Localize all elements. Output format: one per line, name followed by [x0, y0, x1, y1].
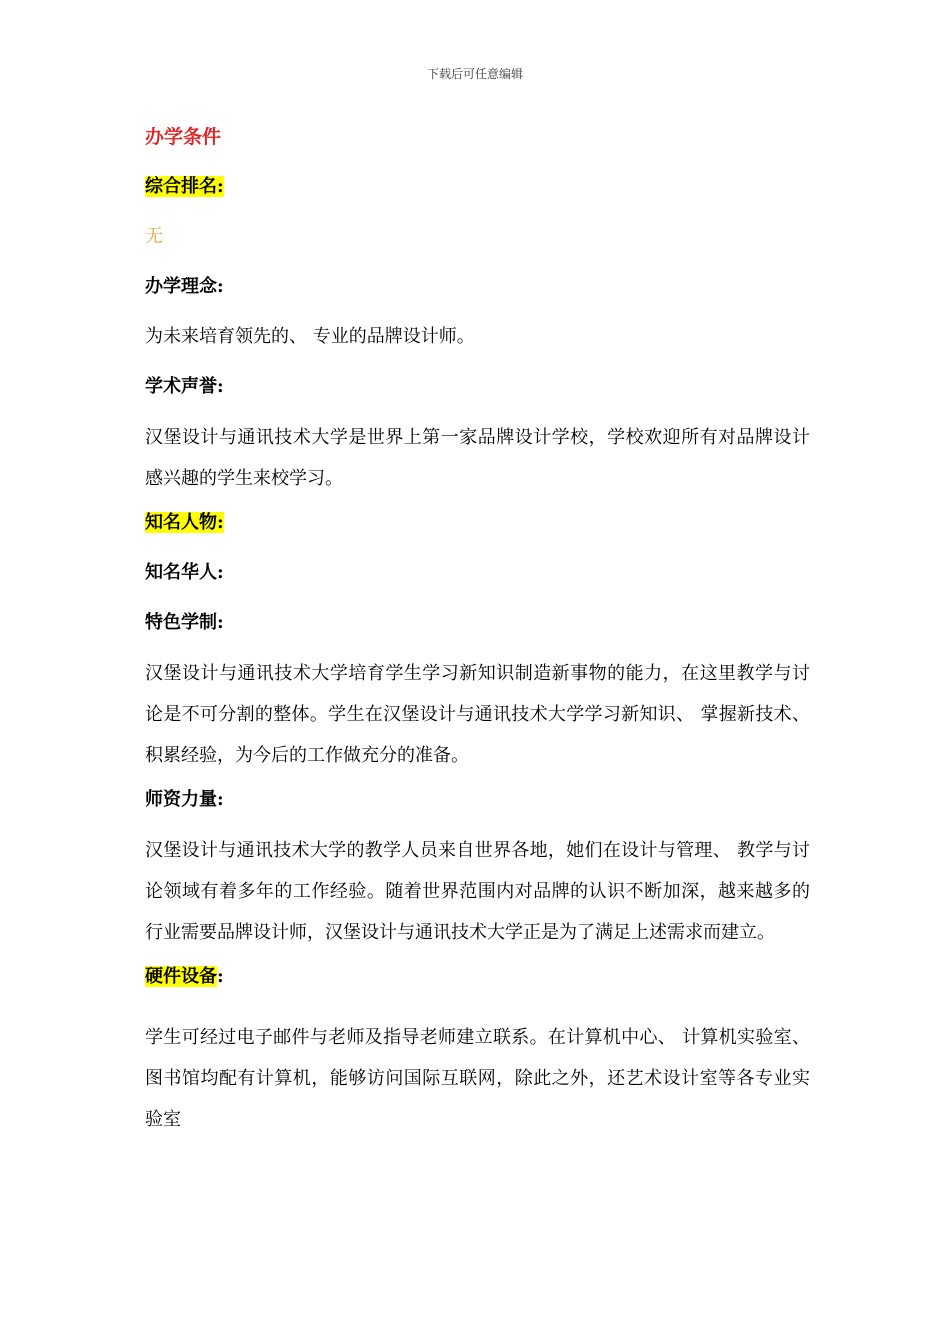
hardware-label-text: 硬件设备	[145, 966, 217, 987]
document-body	[145, 122, 810, 1149]
feature-text: 汉堡设计与通讯技术大学培育学生学习新知识制造新事物的能力，在这里教学与讨论是不可分割的整体。学生在汉堡设计与通讯技术大学学习新知识、 掌握新技术、 积累经验，为今后的工作做充分的准备。	[145, 663, 810, 766]
hardware-label	[145, 962, 810, 992]
faculty-text: 汉堡设计与通讯技术大学的教学人员来自世界各地，她们在设计与管理、 教学与讨论领域有着多年的工作经验。随着世界范围内对品牌的认识不断加深，越来越多的行业需要品牌设计师，汉堡设计与通讯技术大学正是为了满足上述需求而建立。	[145, 840, 810, 943]
ranking-label	[145, 172, 810, 202]
famous-label	[145, 508, 810, 538]
feature-label: 特色学制:	[145, 612, 224, 633]
reputation-label: 学术声誉:	[145, 376, 224, 397]
famous-chinese-label: 知名华人:	[145, 562, 224, 583]
reputation-text: 汉堡设计与通讯技术大学是世界上第一家品牌设计学校，学校欢迎所有对品牌设计感兴趣的学生来校学习。	[145, 427, 810, 489]
section-title: 办学条件	[145, 126, 222, 148]
hardware-label-colon: :	[217, 966, 224, 987]
hardware-text: 学生可经过电子邮件与老师及指导老师建立联系。在计算机中心、 计算机实验室、 图书馆均配有计算机，能够访问国际互联网，除此之外，还艺术设计室等各专业实验室	[145, 1027, 810, 1130]
famous-label-text: 知名人物:	[145, 512, 224, 533]
ranking-label-text: 综合排名:	[145, 176, 224, 197]
philosophy-text: 为未来培育领先的、 专业的品牌设计师。	[145, 326, 475, 347]
page-header: 下载后可任意编辑	[426, 67, 523, 81]
ranking-value: 无	[145, 226, 163, 247]
philosophy-label: 办学理念:	[145, 276, 224, 297]
faculty-label: 师资力量:	[145, 789, 224, 810]
